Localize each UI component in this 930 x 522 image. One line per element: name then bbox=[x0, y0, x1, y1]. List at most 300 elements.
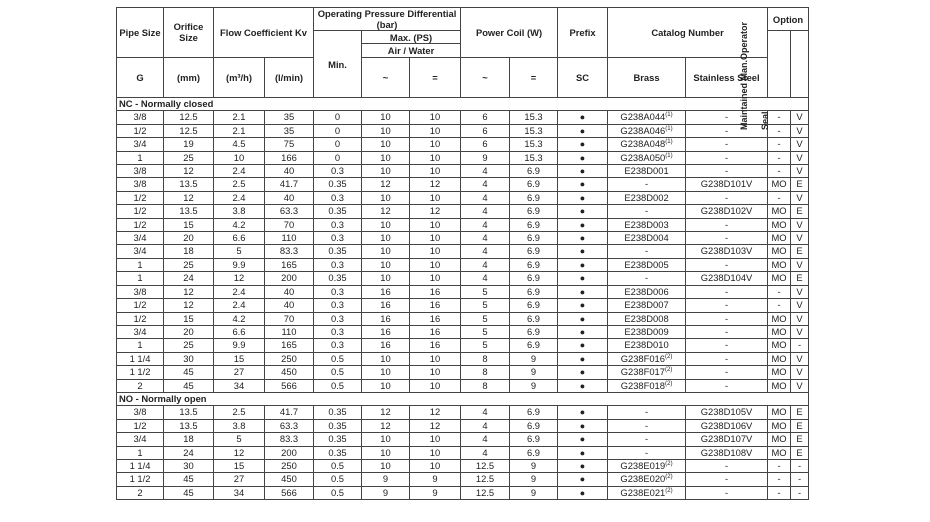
cell-kv-lmin: 41.7 bbox=[265, 178, 314, 191]
cell-brass-number: E238D006 bbox=[608, 285, 686, 298]
cell-coil-dc: 6.9 bbox=[510, 258, 558, 271]
cell-seal: E bbox=[791, 205, 809, 218]
cell-brass-number: E238D001 bbox=[608, 165, 686, 178]
cell-coil-dc: 6.9 bbox=[510, 165, 558, 178]
cell-coil-dc: 9 bbox=[510, 379, 558, 392]
cell-stainless-number: - bbox=[686, 138, 768, 151]
cell-pipe-size: 1/2 bbox=[117, 419, 164, 432]
cell-kv-m3h: 15 bbox=[214, 352, 265, 365]
cell-kv-lmin: 166 bbox=[265, 151, 314, 164]
cell-max-pressure-dc: 9 bbox=[410, 486, 461, 499]
cell-kv-m3h: 27 bbox=[214, 366, 265, 379]
cell-seal: E bbox=[791, 406, 809, 419]
cell-seal: V bbox=[791, 285, 809, 298]
cell-stainless-number: - bbox=[686, 299, 768, 312]
header-air-water: Air / Water bbox=[362, 44, 461, 57]
cell-min-pressure: 0.35 bbox=[314, 446, 362, 459]
cell-prefix-sc: ● bbox=[558, 285, 608, 298]
cell-kv-lmin: 35 bbox=[265, 124, 314, 137]
cell-coil-ac: 4 bbox=[461, 446, 510, 459]
cell-coil-dc: 9 bbox=[510, 352, 558, 365]
cell-coil-dc: 6.9 bbox=[510, 205, 558, 218]
header-g: G bbox=[117, 57, 164, 97]
cell-kv-lmin: 35 bbox=[265, 111, 314, 124]
cell-max-pressure-dc: 10 bbox=[410, 124, 461, 137]
cell-prefix-sc: ● bbox=[558, 312, 608, 325]
header-mm: (mm) bbox=[164, 57, 214, 97]
cell-prefix-sc: ● bbox=[558, 205, 608, 218]
cell-stainless-number: - bbox=[686, 339, 768, 352]
cell-pipe-size: 3/8 bbox=[117, 285, 164, 298]
cell-coil-ac: 4 bbox=[461, 178, 510, 191]
cell-min-pressure: 0.35 bbox=[314, 205, 362, 218]
cell-coil-dc: 6.9 bbox=[510, 232, 558, 245]
cell-coil-ac: 4 bbox=[461, 419, 510, 432]
cell-min-pressure: 0 bbox=[314, 111, 362, 124]
cell-kv-lmin: 165 bbox=[265, 258, 314, 271]
cell-maintained-operator: MO bbox=[768, 272, 791, 285]
header-pipe-size: Pipe Size bbox=[117, 8, 164, 58]
cell-brass-number: E238D005 bbox=[608, 258, 686, 271]
cell-coil-dc: 9 bbox=[510, 366, 558, 379]
cell-seal: V bbox=[791, 299, 809, 312]
cell-max-pressure-ac: 12 bbox=[362, 178, 410, 191]
cell-brass-number: E238D008 bbox=[608, 312, 686, 325]
cell-kv-lmin: 41.7 bbox=[265, 406, 314, 419]
cell-kv-m3h: 2.4 bbox=[214, 191, 265, 204]
cell-max-pressure-dc: 10 bbox=[410, 165, 461, 178]
cell-max-pressure-dc: 16 bbox=[410, 299, 461, 312]
cell-kv-m3h: 9.9 bbox=[214, 258, 265, 271]
cell-min-pressure: 0.5 bbox=[314, 379, 362, 392]
cell-max-pressure-ac: 10 bbox=[362, 151, 410, 164]
cell-stainless-number: - bbox=[686, 459, 768, 472]
cell-maintained-operator: - bbox=[768, 486, 791, 499]
cell-coil-ac: 8 bbox=[461, 379, 510, 392]
cell-kv-m3h: 2.5 bbox=[214, 406, 265, 419]
cell-coil-ac: 4 bbox=[461, 232, 510, 245]
table-row bbox=[117, 366, 809, 379]
cell-prefix-sc: ● bbox=[558, 433, 608, 446]
header-pressure-ac: ~ bbox=[362, 57, 410, 97]
cell-kv-m3h: 34 bbox=[214, 486, 265, 499]
section-title: NC - Normally closed bbox=[117, 98, 809, 111]
cell-orifice-size: 13.5 bbox=[164, 205, 214, 218]
cell-max-pressure-dc: 10 bbox=[410, 379, 461, 392]
cell-max-pressure-ac: 16 bbox=[362, 339, 410, 352]
cell-orifice-size: 15 bbox=[164, 312, 214, 325]
cell-orifice-size: 12.5 bbox=[164, 111, 214, 124]
cell-coil-dc: 6.9 bbox=[510, 419, 558, 432]
cell-maintained-operator: - bbox=[768, 299, 791, 312]
cell-max-pressure-dc: 10 bbox=[410, 366, 461, 379]
cell-maintained-operator: MO bbox=[768, 312, 791, 325]
cell-stainless-number: G238D102V bbox=[686, 205, 768, 218]
cell-orifice-size: 18 bbox=[164, 245, 214, 258]
cell-max-pressure-dc: 10 bbox=[410, 111, 461, 124]
cell-coil-ac: 6 bbox=[461, 124, 510, 137]
cell-coil-ac: 8 bbox=[461, 366, 510, 379]
cell-prefix-sc: ● bbox=[558, 325, 608, 338]
cell-max-pressure-ac: 10 bbox=[362, 258, 410, 271]
header-m3h: (m³/h) bbox=[214, 57, 265, 97]
cell-prefix-sc: ● bbox=[558, 379, 608, 392]
cell-min-pressure: 0.35 bbox=[314, 433, 362, 446]
cell-coil-ac: 4 bbox=[461, 406, 510, 419]
cell-seal: V bbox=[791, 165, 809, 178]
header-brass: Brass bbox=[608, 57, 686, 97]
table-row bbox=[117, 406, 809, 419]
cell-maintained-operator: - bbox=[768, 124, 791, 137]
cell-seal: V bbox=[791, 312, 809, 325]
cell-orifice-size: 45 bbox=[164, 366, 214, 379]
footnote-marker: (1) bbox=[665, 112, 673, 119]
cell-pipe-size: 2 bbox=[117, 379, 164, 392]
cell-max-pressure-dc: 16 bbox=[410, 325, 461, 338]
cell-max-pressure-ac: 10 bbox=[362, 379, 410, 392]
cell-max-pressure-ac: 10 bbox=[362, 218, 410, 231]
footnote-marker: (1) bbox=[665, 152, 673, 159]
cell-coil-dc: 9 bbox=[510, 459, 558, 472]
cell-seal: E bbox=[791, 272, 809, 285]
cell-orifice-size: 19 bbox=[164, 138, 214, 151]
cell-min-pressure: 0.3 bbox=[314, 339, 362, 352]
table-row bbox=[117, 124, 809, 137]
cell-prefix-sc: ● bbox=[558, 352, 608, 365]
section-title: NO - Normally open bbox=[117, 392, 809, 405]
cell-maintained-operator: - bbox=[768, 138, 791, 151]
cell-maintained-operator: MO bbox=[768, 178, 791, 191]
cell-maintained-operator: MO bbox=[768, 419, 791, 432]
cell-prefix-sc: ● bbox=[558, 406, 608, 419]
cell-pipe-size: 3/4 bbox=[117, 245, 164, 258]
cell-coil-dc: 6.9 bbox=[510, 312, 558, 325]
cell-min-pressure: 0.35 bbox=[314, 178, 362, 191]
cell-stainless-number: - bbox=[686, 366, 768, 379]
cell-pipe-size: 1 bbox=[117, 446, 164, 459]
cell-orifice-size: 25 bbox=[164, 258, 214, 271]
cell-coil-ac: 5 bbox=[461, 285, 510, 298]
cell-orifice-size: 13.5 bbox=[164, 419, 214, 432]
cell-coil-ac: 4 bbox=[461, 165, 510, 178]
cell-stainless-number: - bbox=[686, 325, 768, 338]
cell-maintained-operator: MO bbox=[768, 258, 791, 271]
header-coil-ac: ~ bbox=[461, 57, 510, 97]
cell-brass-number: G238E019$^{(2)}$ bbox=[608, 459, 686, 472]
footnote-marker: (2) bbox=[665, 367, 673, 373]
cell-stainless-number: G238D101V bbox=[686, 178, 768, 191]
section-header-row bbox=[117, 392, 809, 405]
cell-pipe-size: 1 1/2 bbox=[117, 473, 164, 486]
cell-max-pressure-dc: 10 bbox=[410, 218, 461, 231]
cell-pipe-size: 3/8 bbox=[117, 178, 164, 191]
cell-brass-number: G238E020$^{(2)}$ bbox=[608, 473, 686, 486]
table-row bbox=[117, 325, 809, 338]
cell-coil-dc: 6.9 bbox=[510, 406, 558, 419]
cell-kv-m3h: 4.5 bbox=[214, 138, 265, 151]
cell-brass-number: G238A044$^{(1)}$ bbox=[608, 111, 686, 124]
cell-seal: V bbox=[791, 352, 809, 365]
cell-max-pressure-dc: 16 bbox=[410, 339, 461, 352]
cell-max-pressure-dc: 10 bbox=[410, 272, 461, 285]
cell-kv-m3h: 2.4 bbox=[214, 285, 265, 298]
cell-pipe-size: 2 bbox=[117, 486, 164, 499]
cell-orifice-size: 20 bbox=[164, 232, 214, 245]
cell-max-pressure-dc: 12 bbox=[410, 178, 461, 191]
cell-seal: V bbox=[791, 191, 809, 204]
cell-coil-ac: 12.5 bbox=[461, 459, 510, 472]
cell-kv-m3h: 3.8 bbox=[214, 205, 265, 218]
cell-coil-ac: 8 bbox=[461, 352, 510, 365]
cell-brass-number: E238D007 bbox=[608, 299, 686, 312]
cell-kv-lmin: 110 bbox=[265, 232, 314, 245]
cell-stainless-number: - bbox=[686, 232, 768, 245]
cell-coil-ac: 12.5 bbox=[461, 473, 510, 486]
cell-max-pressure-ac: 10 bbox=[362, 165, 410, 178]
cell-brass-number: - bbox=[608, 433, 686, 446]
cell-coil-ac: 9 bbox=[461, 151, 510, 164]
header-max-ps: Max. (PS) bbox=[362, 31, 461, 44]
cell-max-pressure-ac: 12 bbox=[362, 205, 410, 218]
cell-pipe-size: 3/4 bbox=[117, 433, 164, 446]
cell-stainless-number: G238D107V bbox=[686, 433, 768, 446]
table-row bbox=[117, 232, 809, 245]
cell-kv-lmin: 250 bbox=[265, 459, 314, 472]
cell-stainless-number: - bbox=[686, 352, 768, 365]
header-pressure-dc: = bbox=[410, 57, 461, 97]
cell-kv-lmin: 75 bbox=[265, 138, 314, 151]
cell-brass-number: G238F018$^{(2)}$ bbox=[608, 379, 686, 392]
cell-orifice-size: 12 bbox=[164, 165, 214, 178]
footnote-marker: (2) bbox=[665, 487, 673, 494]
cell-kv-m3h: 6.6 bbox=[214, 232, 265, 245]
cell-stainless-number: G238D106V bbox=[686, 419, 768, 432]
table-row bbox=[117, 352, 809, 365]
cell-coil-dc: 6.9 bbox=[510, 325, 558, 338]
cell-max-pressure-ac: 16 bbox=[362, 299, 410, 312]
header-seal: Seal bbox=[791, 31, 809, 98]
cell-brass-number: - bbox=[608, 406, 686, 419]
cell-max-pressure-ac: 10 bbox=[362, 245, 410, 258]
cell-brass-number: G238F016$^{(2)}$ bbox=[608, 352, 686, 365]
table-row bbox=[117, 151, 809, 164]
cell-max-pressure-ac: 16 bbox=[362, 285, 410, 298]
cell-maintained-operator: MO bbox=[768, 446, 791, 459]
header-option: Option bbox=[768, 8, 809, 31]
cell-stainless-number: - bbox=[686, 486, 768, 499]
cell-stainless-number: G238D103V bbox=[686, 245, 768, 258]
cell-maintained-operator: MO bbox=[768, 379, 791, 392]
cell-min-pressure: 0.35 bbox=[314, 245, 362, 258]
cell-pipe-size: 3/8 bbox=[117, 111, 164, 124]
cell-maintained-operator: MO bbox=[768, 232, 791, 245]
cell-max-pressure-ac: 9 bbox=[362, 473, 410, 486]
cell-max-pressure-dc: 12 bbox=[410, 406, 461, 419]
cell-kv-m3h: 2.4 bbox=[214, 165, 265, 178]
cell-brass-number: G238E021$^{(2)}$ bbox=[608, 486, 686, 499]
cell-stainless-number: - bbox=[686, 312, 768, 325]
cell-orifice-size: 25 bbox=[164, 151, 214, 164]
cell-stainless-number: - bbox=[686, 191, 768, 204]
table-row bbox=[117, 285, 809, 298]
cell-coil-ac: 4 bbox=[461, 245, 510, 258]
cell-min-pressure: 0.35 bbox=[314, 419, 362, 432]
cell-orifice-size: 12 bbox=[164, 191, 214, 204]
cell-orifice-size: 45 bbox=[164, 486, 214, 499]
cell-kv-lmin: 83.3 bbox=[265, 245, 314, 258]
cell-prefix-sc: ● bbox=[558, 486, 608, 499]
cell-min-pressure: 0.3 bbox=[314, 285, 362, 298]
cell-stainless-number: - bbox=[686, 124, 768, 137]
cell-min-pressure: 0.3 bbox=[314, 218, 362, 231]
cell-pipe-size: 1/2 bbox=[117, 312, 164, 325]
cell-seal: - bbox=[791, 486, 809, 499]
cell-brass-number: G238A046$^{(1)}$ bbox=[608, 124, 686, 137]
footnote-marker: (2) bbox=[665, 474, 673, 481]
table-row bbox=[117, 272, 809, 285]
cell-brass-number: E238D010 bbox=[608, 339, 686, 352]
cell-kv-m3h: 6.6 bbox=[214, 325, 265, 338]
cell-coil-ac: 5 bbox=[461, 325, 510, 338]
cell-max-pressure-ac: 16 bbox=[362, 325, 410, 338]
cell-max-pressure-dc: 16 bbox=[410, 285, 461, 298]
cell-orifice-size: 13.5 bbox=[164, 178, 214, 191]
cell-pipe-size: 1 bbox=[117, 339, 164, 352]
cell-coil-dc: 15.3 bbox=[510, 124, 558, 137]
cell-prefix-sc: ● bbox=[558, 339, 608, 352]
header-operating-pressure: Operating Pressure Differential (bar) bbox=[314, 8, 461, 31]
cell-kv-lmin: 200 bbox=[265, 272, 314, 285]
cell-brass-number: E238D009 bbox=[608, 325, 686, 338]
cell-kv-m3h: 27 bbox=[214, 473, 265, 486]
cell-seal: V bbox=[791, 124, 809, 137]
cell-brass-number: - bbox=[608, 446, 686, 459]
cell-max-pressure-dc: 10 bbox=[410, 433, 461, 446]
cell-maintained-operator: - bbox=[768, 151, 791, 164]
cell-orifice-size: 30 bbox=[164, 459, 214, 472]
cell-kv-lmin: 40 bbox=[265, 191, 314, 204]
cell-min-pressure: 0.35 bbox=[314, 406, 362, 419]
cell-maintained-operator: MO bbox=[768, 406, 791, 419]
cell-kv-m3h: 4.2 bbox=[214, 312, 265, 325]
table-row bbox=[117, 312, 809, 325]
cell-kv-m3h: 2.4 bbox=[214, 299, 265, 312]
header-min: Min. bbox=[314, 31, 362, 98]
cell-max-pressure-ac: 10 bbox=[362, 459, 410, 472]
cell-max-pressure-dc: 10 bbox=[410, 191, 461, 204]
cell-seal: E bbox=[791, 446, 809, 459]
cell-min-pressure: 0.3 bbox=[314, 232, 362, 245]
cell-coil-ac: 5 bbox=[461, 312, 510, 325]
cell-orifice-size: 25 bbox=[164, 339, 214, 352]
cell-maintained-operator: - bbox=[768, 191, 791, 204]
cell-min-pressure: 0.5 bbox=[314, 352, 362, 365]
cell-stainless-number: - bbox=[686, 165, 768, 178]
table-row bbox=[117, 299, 809, 312]
table-row bbox=[117, 258, 809, 271]
cell-max-pressure-dc: 12 bbox=[410, 205, 461, 218]
cell-brass-number: G238A050$^{(1)}$ bbox=[608, 151, 686, 164]
cell-prefix-sc: ● bbox=[558, 446, 608, 459]
cell-max-pressure-dc: 10 bbox=[410, 459, 461, 472]
cell-kv-m3h: 10 bbox=[214, 151, 265, 164]
cell-min-pressure: 0 bbox=[314, 138, 362, 151]
cell-seal: E bbox=[791, 178, 809, 191]
cell-min-pressure: 0 bbox=[314, 124, 362, 137]
cell-max-pressure-dc: 16 bbox=[410, 312, 461, 325]
cell-pipe-size: 1/2 bbox=[117, 191, 164, 204]
cell-coil-dc: 6.9 bbox=[510, 299, 558, 312]
cell-orifice-size: 12 bbox=[164, 299, 214, 312]
cell-seal: E bbox=[791, 433, 809, 446]
cell-seal: E bbox=[791, 245, 809, 258]
cell-prefix-sc: ● bbox=[558, 299, 608, 312]
cell-prefix-sc: ● bbox=[558, 245, 608, 258]
cell-kv-m3h: 2.1 bbox=[214, 111, 265, 124]
cell-kv-lmin: 200 bbox=[265, 446, 314, 459]
cell-orifice-size: 15 bbox=[164, 218, 214, 231]
cell-max-pressure-ac: 12 bbox=[362, 406, 410, 419]
cell-maintained-operator: MO bbox=[768, 245, 791, 258]
cell-max-pressure-dc: 12 bbox=[410, 419, 461, 432]
cell-kv-m3h: 34 bbox=[214, 379, 265, 392]
cell-max-pressure-dc: 9 bbox=[410, 473, 461, 486]
header-sc: SC bbox=[558, 57, 608, 97]
cell-brass-number: E238D002 bbox=[608, 191, 686, 204]
cell-kv-m3h: 5 bbox=[214, 433, 265, 446]
cell-brass-number: - bbox=[608, 419, 686, 432]
cell-coil-dc: 9 bbox=[510, 486, 558, 499]
header-flow-coefficient: Flow Coefficient Kv bbox=[214, 8, 314, 58]
cell-max-pressure-dc: 10 bbox=[410, 232, 461, 245]
cell-min-pressure: 0.5 bbox=[314, 459, 362, 472]
cell-min-pressure: 0.3 bbox=[314, 312, 362, 325]
cell-pipe-size: 1 1/4 bbox=[117, 459, 164, 472]
cell-brass-number: E238D004 bbox=[608, 232, 686, 245]
cell-kv-lmin: 566 bbox=[265, 486, 314, 499]
valve-catalog-table bbox=[116, 7, 809, 500]
table-row bbox=[117, 473, 809, 486]
cell-brass-number: G238A048$^{(1)}$ bbox=[608, 138, 686, 151]
cell-seal: V bbox=[791, 379, 809, 392]
cell-coil-ac: 5 bbox=[461, 339, 510, 352]
cell-min-pressure: 0.3 bbox=[314, 258, 362, 271]
cell-coil-dc: 6.9 bbox=[510, 218, 558, 231]
cell-kv-lmin: 70 bbox=[265, 312, 314, 325]
cell-coil-ac: 5 bbox=[461, 299, 510, 312]
footnote-marker: (1) bbox=[665, 125, 673, 132]
cell-prefix-sc: ● bbox=[558, 459, 608, 472]
cell-coil-dc: 6.9 bbox=[510, 191, 558, 204]
cell-stainless-number: - bbox=[686, 379, 768, 392]
cell-kv-lmin: 40 bbox=[265, 299, 314, 312]
cell-coil-ac: 4 bbox=[461, 191, 510, 204]
cell-prefix-sc: ● bbox=[558, 191, 608, 204]
cell-kv-m3h: 12 bbox=[214, 272, 265, 285]
cell-stainless-number: - bbox=[686, 473, 768, 486]
header-prefix: Prefix bbox=[558, 8, 608, 58]
cell-max-pressure-ac: 10 bbox=[362, 111, 410, 124]
header-coil-dc: = bbox=[510, 57, 558, 97]
cell-pipe-size: 3/4 bbox=[117, 232, 164, 245]
cell-coil-dc: 15.3 bbox=[510, 138, 558, 151]
cell-max-pressure-dc: 10 bbox=[410, 138, 461, 151]
cell-min-pressure: 0.3 bbox=[314, 299, 362, 312]
cell-max-pressure-ac: 10 bbox=[362, 352, 410, 365]
cell-seal: V bbox=[791, 151, 809, 164]
cell-brass-number: - bbox=[608, 178, 686, 191]
header-stainless-steel: Stainless Steel bbox=[686, 57, 768, 97]
